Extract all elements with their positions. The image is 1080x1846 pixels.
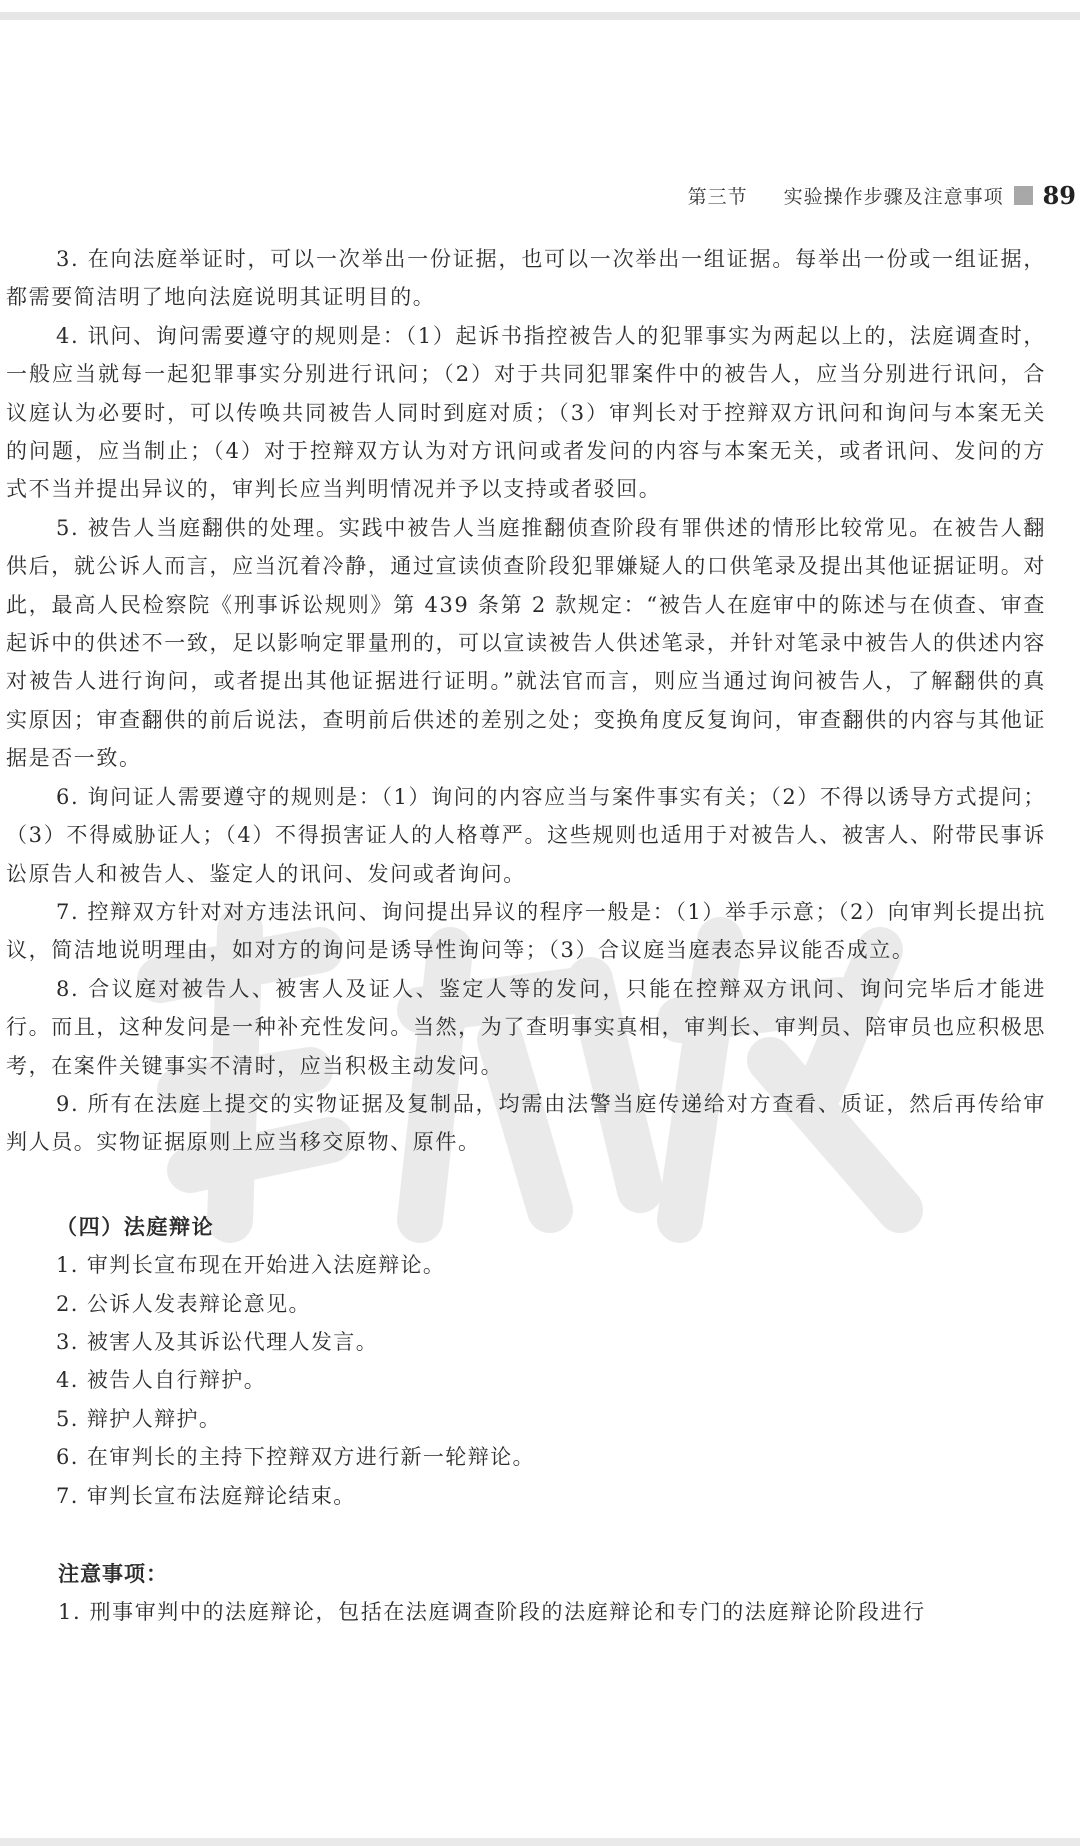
- debate-step: 5. 辩护人辩护。: [56, 1406, 222, 1431]
- header-square-icon: [1014, 186, 1033, 205]
- paragraph: 6. 询问证人需要遵守的规则是：（1）询问的内容应当与案件事实有关；（2）不得以诱导方式提问；（3）不得威胁证人；（4）不得损害证人的人格尊严。这些规则也适用于对被告人、被害人、附带民事诉讼原告人和被告人、鉴定人的讯问、发问或者询问。: [6, 784, 1046, 886]
- debate-step: 1. 审判长宣布现在开始进入法庭辩论。: [56, 1253, 446, 1278]
- paragraph: 5. 被告人当庭翻供的处理。实践中被告人当庭推翻侦查阶段有罪供述的情形比较常见。在被告人翻供后，就公诉人而言，应当沉着冷静，通过宣读侦查阶段犯罪嫌疑人的口供笔录及提出其他证据证明。对此，最高人民检察院《刑事诉讼规则》第 439 条第 2 款规定：“被告人在庭审中的陈述与在侦查、审查起诉中的供述不一致，足以影响定罪量刑的，可以宣读被告人供述笔录，并针对笔录中被告人的供述内容对被告人进行询问，或者提出其他证据进行证明。”就法官而言，则应当通过询问被告人，了解翻供的真实原因；审查翻供的前后说法，查明前后供述的差别之处；变换角度反复询问，审查翻供的内容与其他证据是否一致。: [6, 515, 1046, 771]
- paragraph: 9. 所有在法庭上提交的实物证据及复制品，均需由法警当庭传递给对方查看、质证，然后再传给审判人员。实物证据原则上应当移交原物、原件。: [6, 1091, 1046, 1155]
- running-header: [688, 177, 1076, 213]
- paragraph: 8. 合议庭对被告人、被害人及证人、鉴定人等的发问，只能在控辩双方讯问、询问完毕后才能进行。而且，这种发问是一种补充性发问。当然，为了查明事实真相，审判长、审判员、陪审员也应积极思考，在案件关键事实不清时，应当积极主动发问。: [6, 976, 1046, 1078]
- debate-step: 7. 审判长宣布法庭辩论结束。: [56, 1483, 356, 1508]
- bottom-edge-bar: [0, 1838, 1080, 1846]
- notes-heading: 注意事项：: [58, 1561, 168, 1586]
- debate-step: 2. 公诉人发表辩论意见。: [56, 1291, 311, 1316]
- header-section: 第三节: [687, 185, 748, 208]
- header-title: 实验操作步骤及注意事项: [783, 185, 1004, 208]
- section-heading-debate: （四）法庭辩论: [56, 1213, 215, 1239]
- paragraph: 3. 在向法庭举证时，可以一次举出一份证据，也可以一次举出一组证据。每举出一份或一组证据，都需要简洁明了地向法庭说明其证明目的。: [6, 247, 1046, 310]
- paragraph: 4. 讯问、询问需要遵守的规则是：（1）起诉书指控被告人的犯罪事实为两起以上的，法庭调查时，一般应当就每一起犯罪事实分别进行讯问；（2）对于共同犯罪案件中的被告人，应当分别进行讯问，合议庭认为必要时，可以传唤共同被告人同时到庭对质；（3）审判长对于控辩双方讯问和询问与本案无关的问题，应当制止；（4）对于控辩双方认为对方讯问或者发问的内容与本案无关，或者讯问、发问的方式不当并提出异议的，审判长应当判明情况并予以支持或者驳回。: [6, 323, 1046, 502]
- paragraph: 7. 控辩双方针对对方违法讯问、询问提出异议的程序一般是：（1）举手示意；（2）向审判长提出抗议，简洁地说明理由，如对方的询问是诱导性询问等；（3）合议庭当庭表态异议能否成立。: [6, 899, 1046, 963]
- page-number: 89: [1042, 180, 1076, 210]
- debate-step: 4. 被告人自行辩护。: [56, 1368, 267, 1393]
- page-body: [6, 240, 1046, 1632]
- top-edge-bar: [0, 12, 1080, 20]
- note-item: 1. 刑事审判中的法庭辩论，包括在法庭调查阶段的法庭辩论和专门的法庭辩论阶段进行: [58, 1600, 926, 1625]
- debate-step: 6. 在审判长的主持下控辩双方进行新一轮辩论。: [56, 1445, 535, 1470]
- debate-step: 3. 被害人及其诉讼代理人发言。: [56, 1329, 379, 1354]
